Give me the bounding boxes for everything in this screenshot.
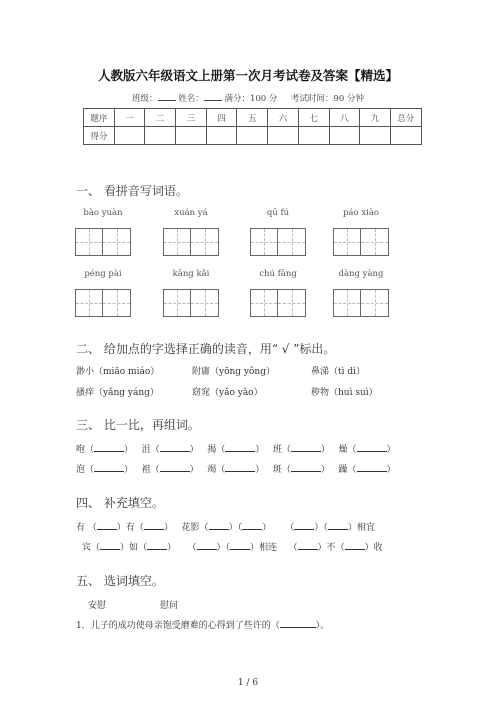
q4-text: 不: [326, 543, 336, 553]
answer-blank[interactable]: [160, 462, 190, 472]
q3-char: 躁: [338, 465, 348, 475]
score-value-row: [84, 127, 422, 145]
score-cell[interactable]: [390, 127, 421, 145]
score-header-cell: 九: [360, 109, 391, 127]
page-number: 1 / 6: [237, 678, 259, 688]
name-blank: [204, 92, 222, 101]
score-header-cell: 一: [114, 109, 145, 127]
answer-blank[interactable]: [97, 520, 117, 530]
word-option: 安慰: [88, 601, 107, 611]
pinyin-5: péng pài: [84, 269, 122, 279]
class-blank: [158, 92, 176, 101]
answer-blank[interactable]: [225, 442, 255, 452]
q3-char: 泡: [76, 465, 86, 475]
answer-blank[interactable]: [328, 520, 348, 530]
q3-char: 班: [272, 445, 282, 455]
writing-box-7[interactable]: [250, 289, 306, 317]
exam-info: [0, 92, 496, 104]
q3-char: 斑: [272, 465, 282, 475]
q2-item[interactable]: 窈窕（yǎo yǎo）: [192, 388, 263, 398]
answer-blank[interactable]: [357, 462, 387, 472]
writing-box-5[interactable]: [75, 289, 131, 317]
score-label: 满分：100 分: [224, 94, 278, 104]
writing-box-8[interactable]: [333, 289, 389, 317]
answer-blank[interactable]: [294, 520, 314, 530]
answer-blank[interactable]: [160, 442, 190, 452]
q2-item[interactable]: 鼻涕（tì dì）: [311, 367, 365, 377]
score-header-cell: 四: [206, 109, 237, 127]
q3-char: 祖: [141, 465, 151, 475]
writing-box-2[interactable]: [163, 228, 219, 256]
q3-row-1: 咆（ ） 沮（ ） 揭（ ） 班（ ） 燥（ ）: [76, 442, 396, 455]
writing-box-4[interactable]: [333, 228, 389, 256]
q3-char: 燥: [338, 445, 348, 455]
q4-text: 收: [373, 543, 383, 553]
q4-text: 宾: [82, 543, 92, 553]
score-cell[interactable]: [298, 127, 329, 145]
score-header-cell: 总分: [390, 109, 421, 127]
score-row-label: 得分: [84, 127, 115, 145]
score-header-row: [84, 109, 422, 127]
answer-blank[interactable]: [100, 540, 120, 550]
q4-row-1: 有 （ ）有（ ） 花影（ ）（ ） （ ）（ ）相宜: [76, 520, 375, 533]
score-header-cell: 题序: [84, 109, 115, 127]
score-header-cell: 六: [268, 109, 299, 127]
writing-box-6[interactable]: [163, 289, 219, 317]
pinyin-4: páo xiào: [342, 208, 380, 218]
page-title: 人教版六年级语文上册第一次月考试卷及答案【精选】: [97, 68, 398, 83]
score-cell[interactable]: [176, 127, 207, 145]
q5-text: ）。: [315, 621, 330, 631]
q4-row-2: 宾（ ）如（ ） （ ）（ ）相连 （ ）不（ ）收: [82, 540, 383, 553]
answer-blank[interactable]: [144, 520, 164, 530]
answer-blank[interactable]: [209, 520, 229, 530]
answer-blank[interactable]: [345, 540, 365, 550]
score-header-cell: 八: [329, 109, 360, 127]
writing-box-3[interactable]: [250, 228, 306, 256]
q4-text: 相连: [259, 543, 278, 553]
q4-text: 相宜: [356, 523, 375, 533]
q2-item[interactable]: 附庸（yōng yǒng）: [192, 367, 275, 377]
q4-text: 如: [129, 543, 139, 553]
q5-question-1: [76, 618, 329, 631]
answer-blank[interactable]: [291, 462, 321, 472]
q5-text: 1．儿子的成功使母亲饱受磨难的心得到了些许的（: [76, 621, 280, 631]
word-option: 慰问: [160, 601, 179, 611]
score-cell[interactable]: [329, 127, 360, 145]
q3-char: 揭: [207, 445, 217, 455]
section-4-heading: 四、 补充填空。: [76, 496, 164, 510]
writing-box-1[interactable]: [75, 228, 131, 256]
score-header-cell: 五: [237, 109, 268, 127]
section-5-heading: 五、 选词填空。: [76, 574, 164, 588]
answer-blank[interactable]: [94, 462, 124, 472]
score-cell[interactable]: [145, 127, 176, 145]
answer-blank[interactable]: [280, 618, 316, 628]
pinyin-7: chú fāng: [259, 269, 297, 279]
score-cell[interactable]: [268, 127, 299, 145]
answer-blank[interactable]: [357, 442, 387, 452]
score-cell[interactable]: [360, 127, 391, 145]
section-3-heading: 三、 比一比，再组词。: [76, 418, 200, 432]
answer-blank[interactable]: [94, 442, 124, 452]
score-cell[interactable]: [206, 127, 237, 145]
name-label: 姓名：: [178, 94, 204, 104]
pinyin-2: xuán yá: [174, 208, 208, 218]
answer-blank[interactable]: [242, 520, 262, 530]
answer-blank[interactable]: [225, 462, 255, 472]
q2-item[interactable]: 渺小（miǎo miáo）: [76, 367, 160, 377]
score-header-cell: 七: [298, 109, 329, 127]
q3-char: 咆: [76, 445, 86, 455]
q4-text: 花影: [181, 523, 200, 533]
q2-item[interactable]: 搔痒（yǎng yáng）: [76, 388, 159, 398]
answer-blank[interactable]: [230, 540, 250, 550]
section-2-heading: 二、 给加点的字选择正确的读音，用“ √ ”标出。: [76, 342, 336, 356]
class-label: 班级：: [132, 94, 158, 104]
score-header-cell: 二: [145, 109, 176, 127]
pinyin-8: dàng yàng: [338, 269, 384, 279]
q2-item[interactable]: 秽物（huì suì）: [311, 388, 378, 398]
pinyin-3: qū fú: [266, 208, 290, 218]
section-1-heading: 一、 看拼音写词语。: [76, 184, 188, 198]
q4-text: 有: [76, 523, 86, 533]
answer-blank[interactable]: [298, 540, 318, 550]
q3-char: 沮: [141, 445, 151, 455]
score-table: [83, 108, 422, 145]
score-cell[interactable]: [114, 127, 145, 145]
q3-char: 竭: [207, 465, 217, 475]
q4-text: 有: [125, 523, 135, 533]
score-header-cell: 三: [176, 109, 207, 127]
pinyin-1: bào yuàn: [83, 208, 123, 218]
q3-row-2: 泡（ ） 祖（ ） 竭（ ） 斑（ ） 躁（ ）: [76, 462, 396, 475]
answer-blank[interactable]: [147, 540, 167, 550]
pinyin-6: kāng kǎi: [172, 269, 210, 279]
answer-blank[interactable]: [197, 540, 217, 550]
time-label: 考试时间：90 分钟: [290, 94, 364, 104]
answer-blank[interactable]: [291, 442, 321, 452]
score-cell[interactable]: [237, 127, 268, 145]
